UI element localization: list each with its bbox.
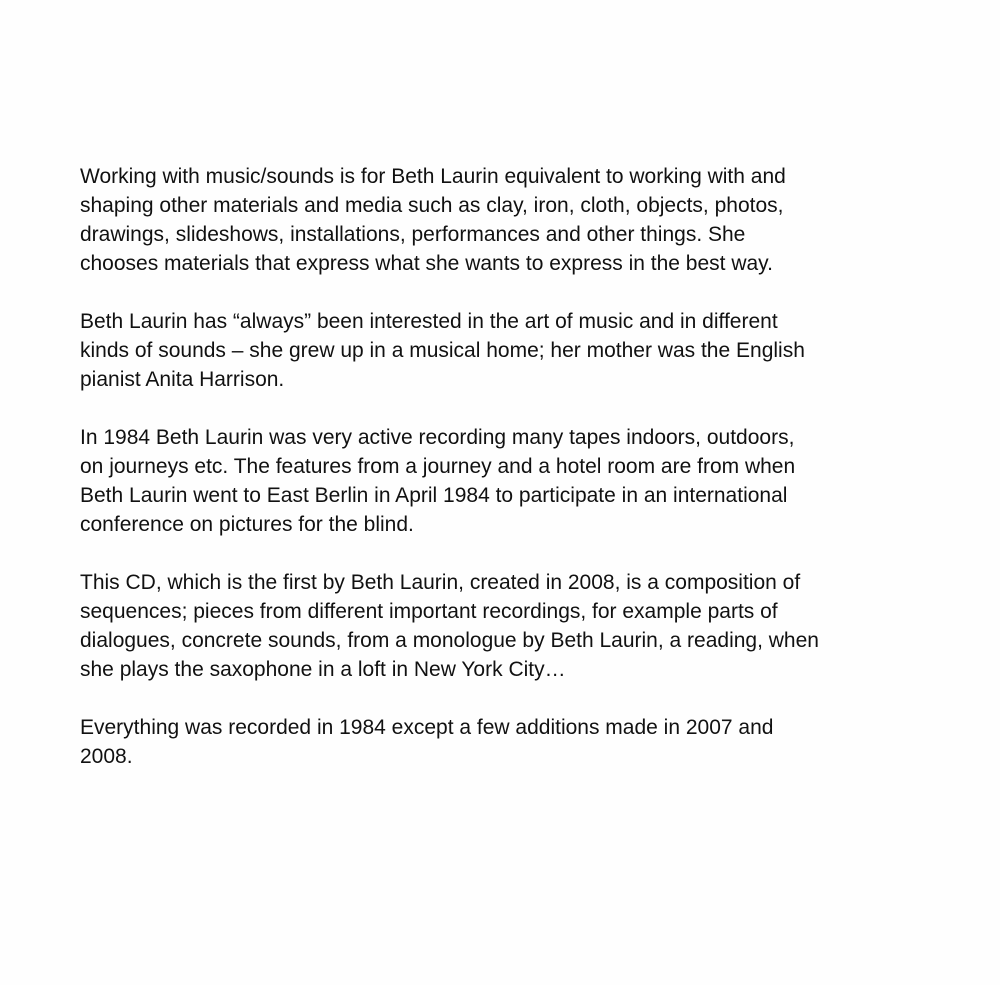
text-line: This CD, which is the first by Beth Laurin, created in 2008, is a composition of	[80, 571, 801, 594]
text-line: chooses materials that express what she wants to express in the best way.	[80, 252, 773, 275]
text-line: Beth Laurin went to East Berlin in April 1984 to participate in an international	[80, 484, 788, 507]
text-line: on journeys etc. The features from a journey and a hotel room are from when	[80, 455, 796, 478]
text-line: dialogues, concrete sounds, from a monologue by Beth Laurin, a reading, when	[80, 629, 819, 652]
text-line: drawings, slideshows, installations, performances and other things. She	[80, 223, 746, 246]
text-line: shaping other materials and media such as clay, iron, cloth, objects, photos,	[80, 194, 784, 217]
paragraph-cd	[80, 568, 930, 684]
text-line: pianist Anita Harrison.	[80, 368, 285, 391]
text-line: In 1984 Beth Laurin was very active recording many tapes indoors, outdoors,	[80, 426, 795, 449]
text-line: Working with music/sounds is for Beth Laurin equivalent to working with and	[80, 165, 786, 188]
text-line: she plays the saxophone in a loft in New York City…	[80, 658, 566, 681]
text-line: Beth Laurin has “always” been interested in the art of music and in different	[80, 310, 778, 333]
text-line: conference on pictures for the blind.	[80, 513, 414, 536]
paragraph-background	[80, 307, 930, 394]
body-text	[80, 162, 930, 800]
text-line: Everything was recorded in 1984 except a few additions made in 2007 and	[80, 716, 774, 739]
text-line: 2008.	[80, 745, 133, 768]
paragraph-materials	[80, 162, 930, 278]
text-line: sequences; pieces from different important recordings, for example parts of	[80, 600, 778, 623]
paragraph-recorded	[80, 713, 930, 771]
paragraph-1984	[80, 423, 930, 539]
text-line: kinds of sounds – she grew up in a musical home; her mother was the English	[80, 339, 805, 362]
